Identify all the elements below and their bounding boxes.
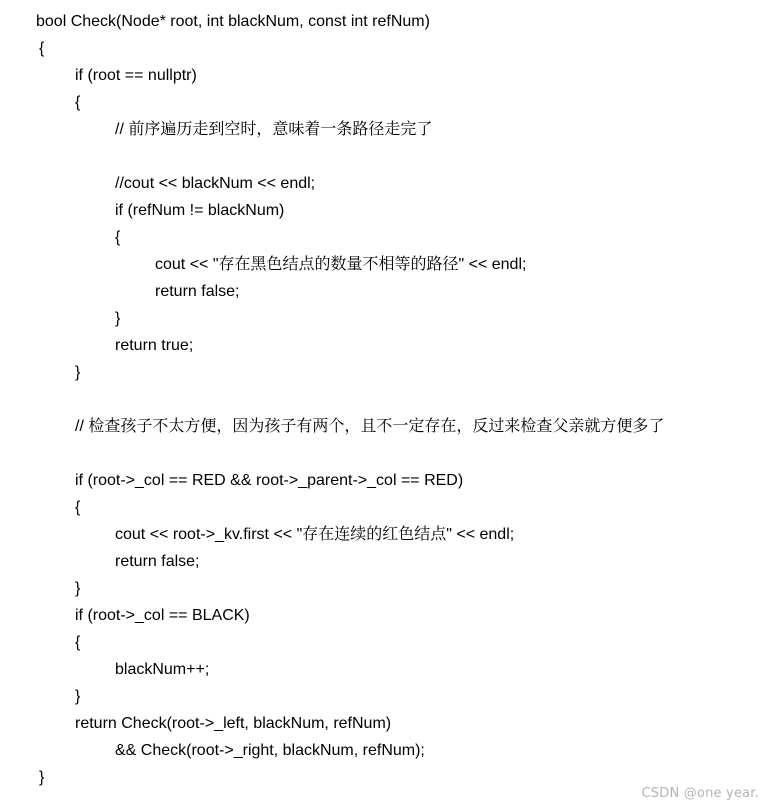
- code-line-close-brace: }: [75, 580, 81, 597]
- code-line-open-brace: {: [75, 94, 81, 111]
- code-line-null-check: if (root == nullptr): [75, 67, 197, 84]
- code-line-and-check-right: && Check(root->_right, blackNum, refNum);: [115, 742, 425, 759]
- code-line-return-false: return false;: [155, 283, 240, 300]
- code-line-close-brace: }: [75, 688, 81, 705]
- code-block: [36, 8, 756, 791]
- code-line-red-check: if (root->_col == RED && root->_parent->_col == RED): [75, 472, 464, 489]
- code-line-return-check-left: return Check(root->_left, blackNum, refNum): [75, 715, 392, 732]
- code-line-comment: // 前序遍历走到空时，意味着一条路径走完了: [115, 121, 433, 138]
- code-line-return-false: return false;: [115, 553, 200, 570]
- code-line-cout-consecutive-red: cout << root->_kv.first << "存在连续的红色结点" << endl;: [115, 526, 515, 543]
- code-line-function-signature: bool Check(Node* root, int blackNum, const int refNum): [36, 13, 430, 30]
- code-line-comment: // 检查孩子不太方便，因为孩子有两个，且不一定存在，反过来检查父亲就方便多了: [75, 418, 665, 435]
- code-line-return-true: return true;: [115, 337, 194, 354]
- code-line-close-brace: }: [75, 364, 81, 381]
- code-line-open-brace: {: [75, 499, 81, 516]
- code-line-close-brace: }: [39, 769, 45, 786]
- code-line-open-brace: {: [39, 40, 45, 57]
- code-line-open-brace: {: [75, 634, 81, 651]
- code-line-commented-cout: //cout << blackNum << endl;: [115, 175, 316, 192]
- code-line-blank: [36, 143, 756, 170]
- code-line-increment: blackNum++;: [115, 661, 210, 678]
- code-line-blank: [36, 386, 756, 413]
- code-line-blank: [36, 440, 756, 467]
- code-line-cout-black-mismatch: cout << "存在黑色结点的数量不相等的路径" << endl;: [155, 256, 527, 273]
- code-line-black-check: if (root->_col == BLACK): [75, 607, 250, 624]
- csdn-watermark: CSDN @one year.: [641, 786, 759, 801]
- code-line-close-brace: }: [115, 310, 121, 327]
- code-line-refnum-check: if (refNum != blackNum): [115, 202, 285, 219]
- code-line-open-brace: {: [115, 229, 121, 246]
